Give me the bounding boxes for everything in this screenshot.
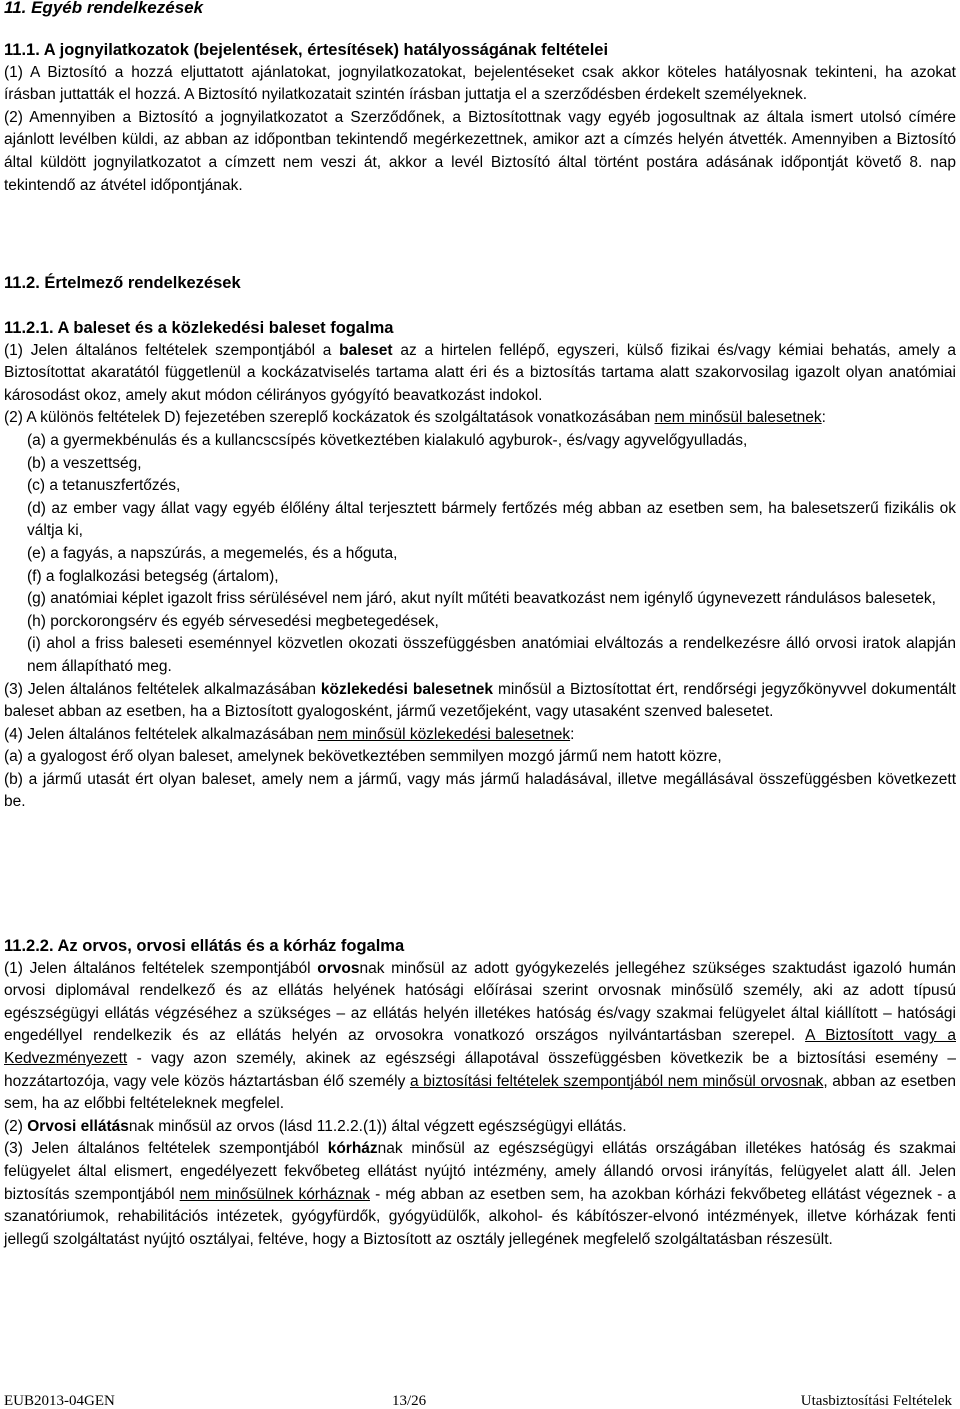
underlined-text: a biztosítási feltételek szempontjából nem minősül orvosnak (409, 1072, 824, 1090)
term-orvosi-ellatas: Orvosi ellátás (27, 1117, 129, 1135)
page-footer (4, 1393, 956, 1409)
paragraph-11-1-2: (2) Amennyiben a Biztosító a jognyilatkozatot a Szerződőnek, a Biztosítottnak vagy egyéb jogosultnak az általa ismert utolsó címére ajánlott levélben küldi, az abban az időpontban tekintendő megérkezettnek, amikor azt a címzés helyén átvették. Amennyiben a Biztosító által küldött jognyilatkozatot a címzett nem veszi át, akkor a levél Biztosító által történt postára adásának időpontját követő 8. nap tekintendő az átvétel időpontjának. (4, 108, 956, 194)
text-run: (3) Jelen általános feltételek alkalmazásában (4, 680, 321, 698)
paragraph-11-1-1: (1) A Biztosító a hozzá eljuttatott ajánlatokat, jognyilatkozatokat, bejelentéseket csak akkor köteles hatályosnak tekinteni, ha azokat írásban juttatták el hozzá. A Biztosító nyilatkozatait szintén írásban juttatja el a szerződésben érdekelt személyeknek. (4, 63, 956, 104)
text-run: : (570, 725, 575, 743)
footer-page-number: 13/26 (392, 1393, 427, 1409)
list-item: (a) a gyermekbénulás és a kullancscsípés következtében kialakuló agyburok-, és/vagy agyvelőgyulladás, (27, 431, 748, 449)
underlined-text: nem minősülnek kórháznak (179, 1185, 370, 1203)
term-kozlekedesi-baleset: közlekedési balesetnek (320, 680, 494, 698)
text-run: (2) A különös feltételek D) fejezetében szereplő kockázatok és szolgáltatások vonatkozásában (4, 409, 655, 427)
text-run: : (821, 409, 826, 427)
text-run: - még abban az esetben sem, ha azokban kórházi fekvőbeteg ellátást végeznek - a szanatóriumok, rehabilitációs intézetek, gyógyfürdők, gyógyüdülők, alkohol- és kábítószer-elvonó intézmények, illetve kórházak fenti jellegű szolgáltatást nyújtó osztályai, feltéve, hogy a Biztosított az osztály jellegének megfelelő szolgáltatásban részesült. (4, 1185, 956, 1248)
text-run: nak minősül az egészségügyi ellátás országában illetékes hatóság és szakmai felügyelet által elismert, engedélyezett fekvőbeteg ellátást nyújtó intézmény, amely állandó orvosi irányítás, felügyelet alatt áll. Jelen biztosítás szempontjából (4, 1140, 957, 1203)
paragraph-11-2-2-1 (4, 958, 956, 1116)
text-run: minősül a Biztosítottat ért, rendőrségi jegyzőkönyvvel dokumentált baleset abban az esetben, ha a Biztosított gyalogosként, jármű vezetőjeként, vagy utasaként szenved balesetet. (4, 680, 956, 721)
text-run: (2) (4, 1117, 28, 1135)
list-item: (a) a gyalogost érő olyan baleset, amelynek bekövetkeztében semmilyen mozgó jármű nem hatott közre, (4, 748, 722, 766)
term-baleset: baleset (339, 341, 393, 359)
section-11-2-2 (4, 935, 956, 1251)
term-nem-minosul-balesetnek: nem minősül balesetnek (654, 409, 822, 427)
term-nem-kozlekedesi-baleset: nem minősül közlekedési balesetnek (317, 725, 571, 743)
heading-11-2: 11.2. Értelmező rendelkezések (4, 274, 241, 292)
text-run: (1) Jelen általános feltételek szempontjából a (4, 341, 340, 359)
term-orvos: orvos (317, 959, 360, 977)
text-run: nak minősül az adott gyógykezelés jellegéhez szükséges szaktudást igazoló humán orvosi diplomával rendelkező és az ellátás helyének hatósági előírásai szerint orvosnak minősülő személy, aki az adott típusú egészségügyi ellátás végzéséhez a szükséges – az ellátás helyén illetékes hatóság és/vagy szakmai felügyelet által kiállított – hatósági engedéllyel rendelkezik és az ellátás helyén az orvosokra vonatkozó országos nyilvántartásban szerepel. (4, 959, 957, 1045)
list-item: (h) porckorongsérv és egyéb sérvesedési megbetegedések, (27, 612, 439, 630)
list-item: (e) a fagyás, a napszúrás, a megemelés, és a hőguta, (27, 544, 398, 562)
footer-doc-code: EUB2013-04GEN (4, 1393, 115, 1409)
text-run: (3) Jelen általános feltételek szempontjából (4, 1140, 328, 1158)
list-item: (b) a jármű utasát ért olyan baleset, amely nem a jármű, vagy más jármű haladásával, illetve megállásával összefüggésben következett be. (4, 770, 956, 811)
text-run: (4) Jelen általános feltételek alkalmazásában (4, 725, 318, 743)
list-item: (d) az ember vagy állat vagy egyéb élőlény által terjesztett bármely fertőzés még abban az esetben sem, ha balesetszerű fizikális ok váltja ki, (27, 499, 956, 540)
term-korhaz: kórház (327, 1140, 378, 1158)
paragraph-11-2-2-3 (4, 1138, 956, 1251)
paragraph-11-2-1-1 (4, 340, 956, 408)
list-item: (g) anatómiai képlet igazolt friss sérülésével nem járó, akut nyílt műtéti beavatkozást nem igénylő úgynevezett rándulásos balesetek, (27, 590, 936, 608)
text-run: nak minősül az orvos (lásd 11.2.2.(1)) által végzett egészségügyi ellátás. (128, 1117, 627, 1135)
text-run: (1) Jelen általános feltételek szempontjából (4, 959, 318, 977)
paragraph-11-2-1-3 (4, 679, 956, 724)
paragraph-11-2-1-2 (4, 407, 956, 430)
footer-title: Utasbiztosítási Feltételek (800, 1393, 952, 1409)
list-item: (f) a foglalkozási betegség (ártalom), (27, 567, 279, 585)
text-run: - vagy azon személy, akinek az egészségi állapotával összefüggésben következik be a biztosítási esemény – hozzátartozója, vagy vele közös háztartásban élő személy (4, 1049, 956, 1090)
paragraph-11-2-1-4 (4, 724, 956, 747)
text-run: , abban az esetben sem, ha az előbbi feltételeknek megfelel. (4, 1072, 956, 1113)
heading-11-1: 11.1. A jognyilatkozatok (bejelentések, értesítések) hatályosságának feltételei (4, 41, 609, 59)
section-title: 11. Egyéb rendelkezések (4, 0, 204, 17)
section-11-2 (4, 272, 956, 295)
list-item: (c) a tetanuszfertőzés, (27, 477, 181, 495)
list-item: (b) a veszettség, (27, 454, 142, 472)
heading-11-2-2: 11.2.2. Az orvos, orvosi ellátás és a kórház fogalma (4, 937, 405, 955)
text-run: az a hirtelen fellépő, egyszeri, külső fizikai és/vagy kémiai behatás, amely a Biztosítottat akaratától függetlenül a kockázatviselés tartama alatt éri és a biztosítás tartama alatt szakorvosilag igazolt olyan anatómiai károsodást okoz, amely akut módon célirányos gyógyító beavatkozást indokol. (4, 341, 956, 404)
section-11-2-1 (4, 317, 956, 814)
paragraph-11-2-2-2 (4, 1116, 956, 1139)
section-11-1 (4, 39, 956, 197)
list-item: (i) ahol a friss baleseti eseménnyel közvetlen okozati összefüggésben anatómiai elváltozás a rendelkezésre álló orvosi iratok alapján nem állapítható meg. (27, 635, 956, 675)
heading-11-2-1: 11.2.1. A baleset és a közlekedési baleset fogalma (4, 319, 394, 337)
underlined-text: A Biztosított vagy a Kedvezményezett (4, 1027, 956, 1067)
